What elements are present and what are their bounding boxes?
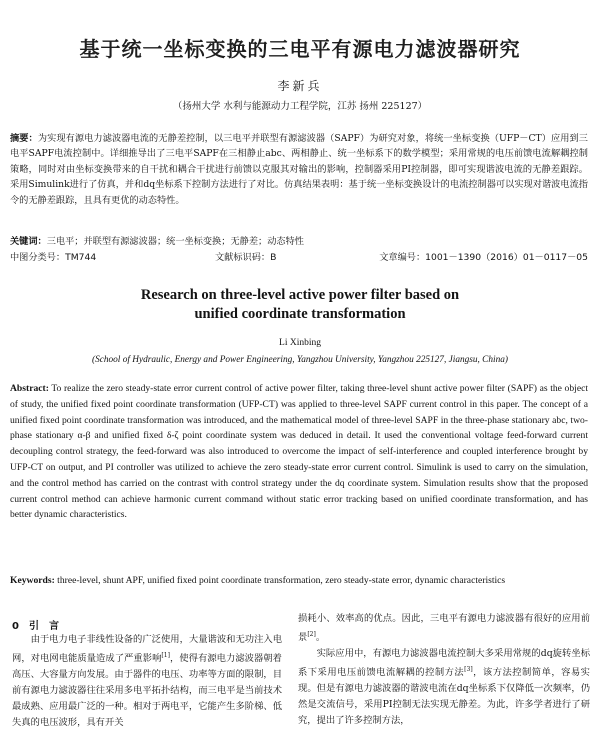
clc-number: 中图分类号：TM744 <box>10 252 97 263</box>
abstract-en <box>10 381 588 523</box>
intro-left-text-a: 由于电力电子非线性设备的广泛使用，大量谐波和无功注入电网，对电网电能质量造成了严重影响 <box>12 634 282 665</box>
author-en: Li Xinbing <box>279 338 321 348</box>
document-code: 文献标识码：B <box>215 252 277 263</box>
title-en-line2: unified coordinate transformation <box>194 306 406 322</box>
citation-3: [3] <box>464 666 473 674</box>
keywords-en-label: Keywords: <box>10 575 55 586</box>
intro-right-para-2 <box>298 646 590 729</box>
section-heading: 0 引 言 <box>12 621 59 632</box>
title-cn: 基于统一坐标变换的三电平有源电力滤波器研究 <box>79 37 521 61</box>
keywords-en <box>10 573 588 589</box>
abstract-cn-label: 摘要： <box>10 133 38 144</box>
citation-2: [2] <box>307 631 316 638</box>
author-cn: 李新兵 <box>277 79 323 93</box>
title-en <box>0 286 600 324</box>
title-en-line1: Research on three-level active power filter based on <box>140 287 460 303</box>
keywords-en-text: three-level, shunt APF, unified fixed point coordinate transformation, zero steady-state error, dynamic characteristics <box>54 575 506 586</box>
abstract-en-text: To realize the zero steady-state error current control of active power filter, taking three-level shunt active power filter (SAPF) as the object of study, the unified fixed point coordinate transformation (UFP-CT) was applied to three-level SAPF current control in this paper. The concept of a unified fixed point coordinate transformation was introduced, and the mathematical model of three-level SAPF in the three-phase stationary abc, two-phase stationary α-β and unified fixed δ-ζ point coordinate system was deduced in detail. It used the conventional voltage feed-forward current decoupling control strategy, the feed-forward was also introduced to overcome the impact of self-interference and coupled interference brought by UFP-CT on output, and PI controller was utilized to achieve the zero steady-state error current control. Simulink is used to carry on the simulation, and the control method has carried on the contrast with control strategy under the dq coordinate system. Simulation results show that the proposed current control method can achieve harmonic current command without static error tracking based on unified coordinate transformation, and has better dynamic characteristics. <box>10 383 588 521</box>
intro-right-text-a: 损耗小、效率高的优点。因此，三电平有源电力滤波器有很好的应用前景 <box>298 613 590 644</box>
affiliation-en: (School of Hydraulic, Energy and Power Engineering, Yangzhou University, Yangzhou 225127, Jiangsu, China) <box>91 355 509 365</box>
affiliation-cn: （扬州大学 水利与能源动力工程学院，江苏 扬州 225127） <box>172 101 428 112</box>
intro-left-text-b: ，使得有源电力滤波器朝着高压、大容量方向发展。由于器件的电压、功率等方面的限制，目前有源电力滤波器往往采用多电平拓扑结构，而三电平是当前技术最成熟、应用最广泛的一种。相对于两电平，它能产生多阶梯、低失真的电压波形，具有开关 <box>12 653 282 729</box>
abstract-en-label: Abstract: <box>10 383 49 394</box>
intro-right-text-c: 实际应用中，有源电力滤波器电流控制大多采用常规的dq旋转坐标系下采用电压前馈电流解耦的控制方法 <box>298 648 590 679</box>
intro-right-para-1 <box>298 611 590 646</box>
citation-1: [1] <box>161 652 170 659</box>
intro-right-text-d: ，该方法控制简单，容易实现。但是有源电力滤波器的谐波电流在dq坐标系下仅降低一次频率，仍然是交流信号，采用PI控制无法实现无静差。为此，许多学者进行了研究，提出了许多控制方法， <box>298 667 590 727</box>
keywords-cn <box>10 234 588 249</box>
keywords-cn-label: 关键词： <box>10 236 47 247</box>
intro-right-column <box>298 611 590 729</box>
abstract-cn <box>10 131 588 208</box>
intro-left-column <box>12 632 282 731</box>
intro-right-text-b: 。 <box>315 632 326 644</box>
meta-row <box>10 249 588 264</box>
article-number: 文章编号：1001－1390（2016）01－0117－05 <box>379 252 588 263</box>
abstract-cn-text: 为实现有源电力滤波器电流的无静差控制，以三电平并联型有源滤波器（SAPF）为研究对象，将统一坐标变换（UFP－CT）应用到三电平SAPF电流控制中。详细推导出了三电平SAPF在三相静止abc、两相静止、统一坐标系下的数学模型；采用常规的电压前馈电流解耦控制策略，同时对由坐标变换带来的自干扰和耦合干扰进行前馈以克服其对输出的影响，控制器采用PI控制器，即可实现谐波电流的无静差跟踪。采用Simulink进行了仿真，并和dq坐标系下控制方法进行了对比。仿真结果表明：基于统一坐标变换设计的电流控制器可以实现对谐波电流指令的无静差跟踪，且具有更优的动态特性。 <box>10 133 588 206</box>
keywords-cn-text: 三电平；并联型有源滤波器；统一坐标变换；无静差；动态特性 <box>46 236 304 247</box>
